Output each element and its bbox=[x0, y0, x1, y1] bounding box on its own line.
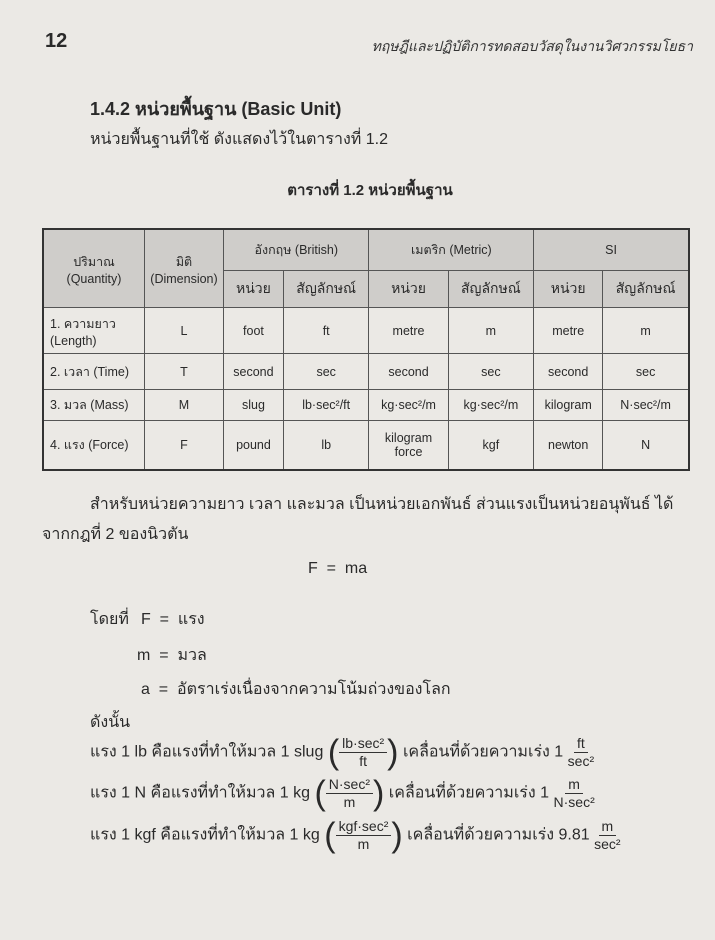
where-label: โดยที่ bbox=[90, 611, 129, 628]
header-unit: หน่วย bbox=[224, 271, 284, 308]
header-si: SI bbox=[534, 229, 689, 271]
table-cell: M bbox=[145, 390, 224, 421]
equation-lb: แรง 1 lb คือแรงที่ทำให้มวล 1 slug ( $\frac{\text{lb·sec²}}{ft}$ ) เคลื่อนที่ด้วยความเร่ง 1 $\frac{ft}{\text{sec²}}$ bbox=[90, 733, 595, 772]
table-cell: metre bbox=[369, 308, 448, 354]
table-cell: kilogram force bbox=[369, 421, 448, 471]
paragraph-line-2: จากกฎที่ 2 ของนิวตัน bbox=[42, 526, 189, 543]
section-intro: หน่วยพื้นฐานที่ใช้ ดังแสดงไว้ในตารางที่ 1.2 bbox=[90, 131, 389, 148]
table-cell: F bbox=[145, 421, 224, 471]
running-title: ทฤษฎีและปฏิบัติการทดสอบวัสดุในงานวิศวกรรมโยธา bbox=[371, 38, 693, 54]
table-cell: 1. ความยาว (Length) bbox=[43, 308, 145, 354]
table-cell: second bbox=[534, 354, 603, 390]
page-number: 12 bbox=[45, 30, 68, 52]
def-mass: m = มวล bbox=[137, 647, 207, 664]
table-cell: newton bbox=[534, 421, 603, 471]
table-cell: sec bbox=[448, 354, 534, 390]
table-cell: lb bbox=[283, 421, 369, 471]
table-row bbox=[43, 390, 689, 421]
equation-newton: แรง 1 N คือแรงที่ทำให้มวล 1 kg ( $\frac{\text{N·sec²}}{m}$ ) เคลื่อนที่ด้วยความเร่ง 1 $\frac{m}{\text{N·sec²}}$ bbox=[90, 774, 595, 813]
table-cell: pound bbox=[224, 421, 284, 471]
header-symbol: สัญลักษณ์ bbox=[603, 271, 689, 308]
table-cell: N bbox=[603, 421, 689, 471]
table-cell: N·sec²/m bbox=[603, 390, 689, 421]
table-cell: sec bbox=[603, 354, 689, 390]
def-acceleration: a = อัตราเร่งเนื่องจากความโน้มถ่วงของโลก bbox=[141, 681, 451, 698]
equation-kgf: แรง 1 kgf คือแรงที่ทำให้มวล 1 kg ( $\frac{\text{kgf·sec²}}{m}$ ) เคลื่อนที่ด้วยความเร่ง 9.81 $\frac{m}{\text{sec²}}$ bbox=[90, 816, 621, 855]
table-cell: 3. มวล (Mass) bbox=[43, 390, 145, 421]
table-cell: foot bbox=[224, 308, 284, 354]
table-cell: slug bbox=[224, 390, 284, 421]
def-force: F = แรง bbox=[141, 611, 205, 628]
header-dimension: มิติ (Dimension) bbox=[145, 229, 224, 308]
paragraph-line-1: สำหรับหน่วยความยาว เวลา และมวล เป็นหน่วยเอกพันธ์ ส่วนแรงเป็นหน่วยอนุพันธ์ ได้ bbox=[90, 496, 674, 513]
header-unit: หน่วย bbox=[369, 271, 448, 308]
basic-units-table bbox=[42, 228, 690, 471]
table-cell: second bbox=[224, 354, 284, 390]
header-symbol: สัญลักษณ์ bbox=[283, 271, 369, 308]
table-cell: metre bbox=[534, 308, 603, 354]
table-cell: kgf bbox=[448, 421, 534, 471]
table-cell: m bbox=[448, 308, 534, 354]
table-row bbox=[43, 421, 689, 471]
table-cell: 2. เวลา (Time) bbox=[43, 354, 145, 390]
table-row bbox=[43, 354, 689, 390]
header-metric: เมตริก (Metric) bbox=[369, 229, 534, 271]
table-cell: kilogram bbox=[534, 390, 603, 421]
table-cell: L bbox=[145, 308, 224, 354]
header-unit: หน่วย bbox=[534, 271, 603, 308]
section-heading: 1.4.2 หน่วยพื้นฐาน (Basic Unit) bbox=[90, 99, 342, 119]
table-cell: ft bbox=[283, 308, 369, 354]
table-cell: kg·sec²/m bbox=[448, 390, 534, 421]
therefore-label: ดังนั้น bbox=[90, 714, 131, 731]
table-cell: m bbox=[603, 308, 689, 354]
newton-formula: F = ma bbox=[308, 560, 368, 577]
header-symbol: สัญลักษณ์ bbox=[448, 271, 534, 308]
table-cell: sec bbox=[283, 354, 369, 390]
header-quantity: ปริมาณ (Quantity) bbox=[43, 229, 145, 308]
table-cell: lb·sec²/ft bbox=[283, 390, 369, 421]
table-caption: ตารางที่ 1.2 หน่วยพื้นฐาน bbox=[287, 182, 453, 199]
header-british: อังกฤษ (British) bbox=[224, 229, 369, 271]
table-row bbox=[43, 308, 689, 354]
table-cell: T bbox=[145, 354, 224, 390]
table-cell: kg·sec²/m bbox=[369, 390, 448, 421]
table-cell: second bbox=[369, 354, 448, 390]
table-cell: 4. แรง (Force) bbox=[43, 421, 145, 471]
